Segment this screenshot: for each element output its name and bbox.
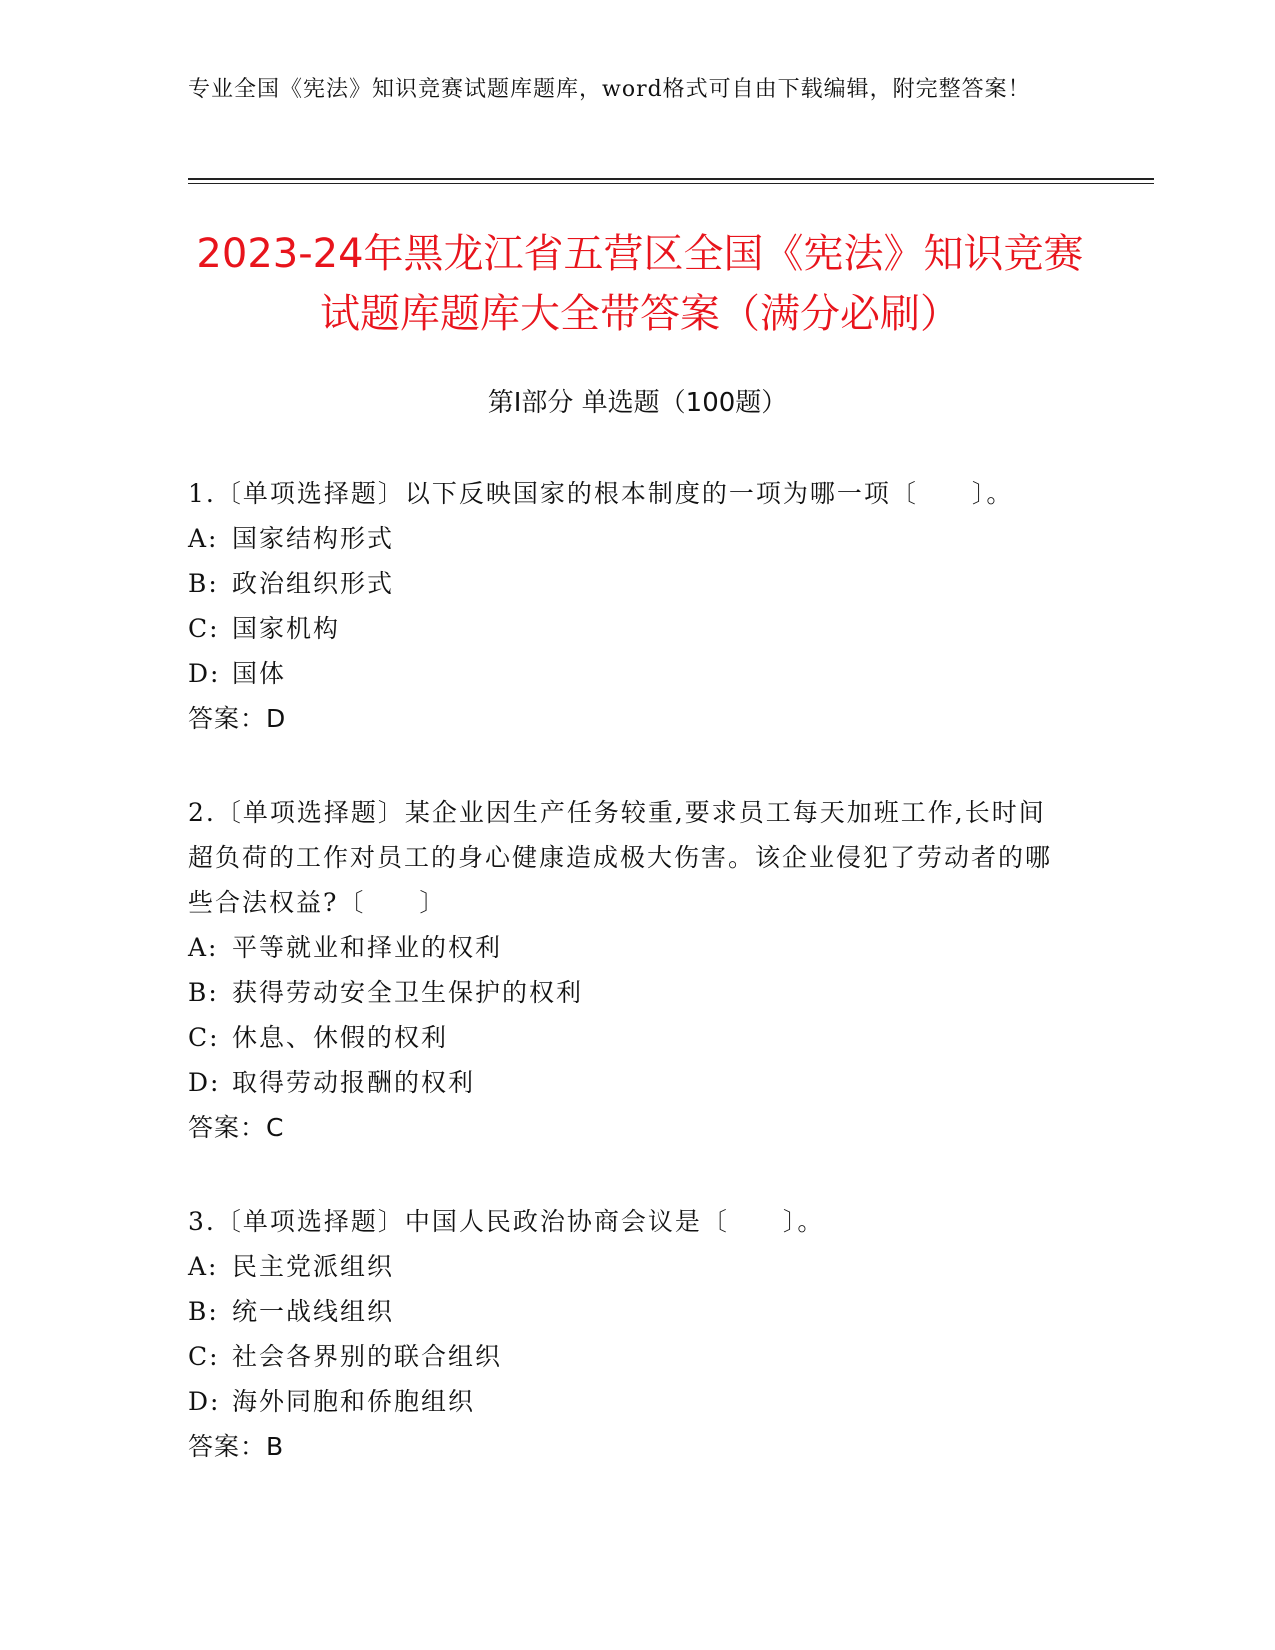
option-text: 社会各界别的联合组织	[232, 1342, 503, 1371]
option-key: C:	[188, 1342, 220, 1371]
option-c	[188, 1334, 1058, 1379]
option-text: 国体	[232, 659, 287, 688]
option-b	[188, 1289, 1058, 1334]
option-key: B:	[188, 978, 219, 1007]
option-d	[188, 651, 1058, 696]
option-key: C:	[188, 1023, 220, 1052]
question-stem: 2.〔单项选择题〕某企业因生产任务较重,要求员工每天加班工作,长时间超负荷的工作对员工的身心健康造成极大伤害。该企业侵犯了劳动者的哪些合法权益?〔 〕	[188, 798, 1053, 917]
option-text: 海外同胞和侨胞组织	[232, 1387, 476, 1416]
option-key: D:	[188, 1387, 221, 1416]
document-title: 2023-24年黑龙江省五营区全国《宪法》知识竞赛试题库题库大全带答案（满分必刷）	[196, 231, 1084, 337]
option-c	[188, 606, 1058, 651]
option-a	[188, 516, 1058, 561]
option-d	[188, 1379, 1058, 1424]
question-3	[188, 1199, 1058, 1469]
option-b	[188, 970, 1058, 1015]
option-key: B:	[188, 569, 219, 598]
option-key: A:	[188, 1252, 219, 1281]
option-key: A:	[188, 524, 219, 553]
option-text: 获得劳动安全卫生保护的权利	[232, 978, 584, 1007]
answer-line: 答案：D	[188, 704, 287, 733]
option-b	[188, 561, 1058, 606]
option-text: 国家机构	[232, 614, 341, 643]
option-text: 民主党派组织	[232, 1252, 395, 1281]
header-divider-thick	[188, 178, 1154, 180]
question-1	[188, 471, 1058, 741]
header-divider-thin	[188, 183, 1154, 184]
header-note: 专业全国《宪法》知识竞赛试题库题库，word格式可自由下载编辑，附完整答案！	[188, 77, 1031, 102]
option-text: 统一战线组织	[232, 1297, 395, 1326]
option-key: B:	[188, 1297, 219, 1326]
answer-line: 答案：B	[188, 1432, 285, 1461]
option-a	[188, 925, 1058, 970]
question-stem: 1.〔单项选择题〕以下反映国家的根本制度的一项为哪一项〔 〕。	[188, 479, 1014, 508]
option-text: 取得劳动报酬的权利	[232, 1068, 476, 1097]
question-stem: 3.〔单项选择题〕中国人民政治协商会议是〔 〕。	[188, 1207, 825, 1236]
option-key: A:	[188, 933, 219, 962]
option-key: D:	[188, 659, 221, 688]
option-key: C:	[188, 614, 220, 643]
option-text: 平等就业和择业的权利	[232, 933, 503, 962]
option-key: D:	[188, 1068, 221, 1097]
option-a	[188, 1244, 1058, 1289]
answer-line: 答案：C	[188, 1113, 285, 1142]
option-text: 国家结构形式	[232, 524, 395, 553]
option-text: 政治组织形式	[232, 569, 395, 598]
question-2	[188, 790, 1058, 1150]
option-text: 休息、休假的权利	[232, 1023, 449, 1052]
section-title: 第I部分 单选题（100题）	[487, 388, 788, 418]
option-c	[188, 1015, 1058, 1060]
option-d	[188, 1060, 1058, 1105]
